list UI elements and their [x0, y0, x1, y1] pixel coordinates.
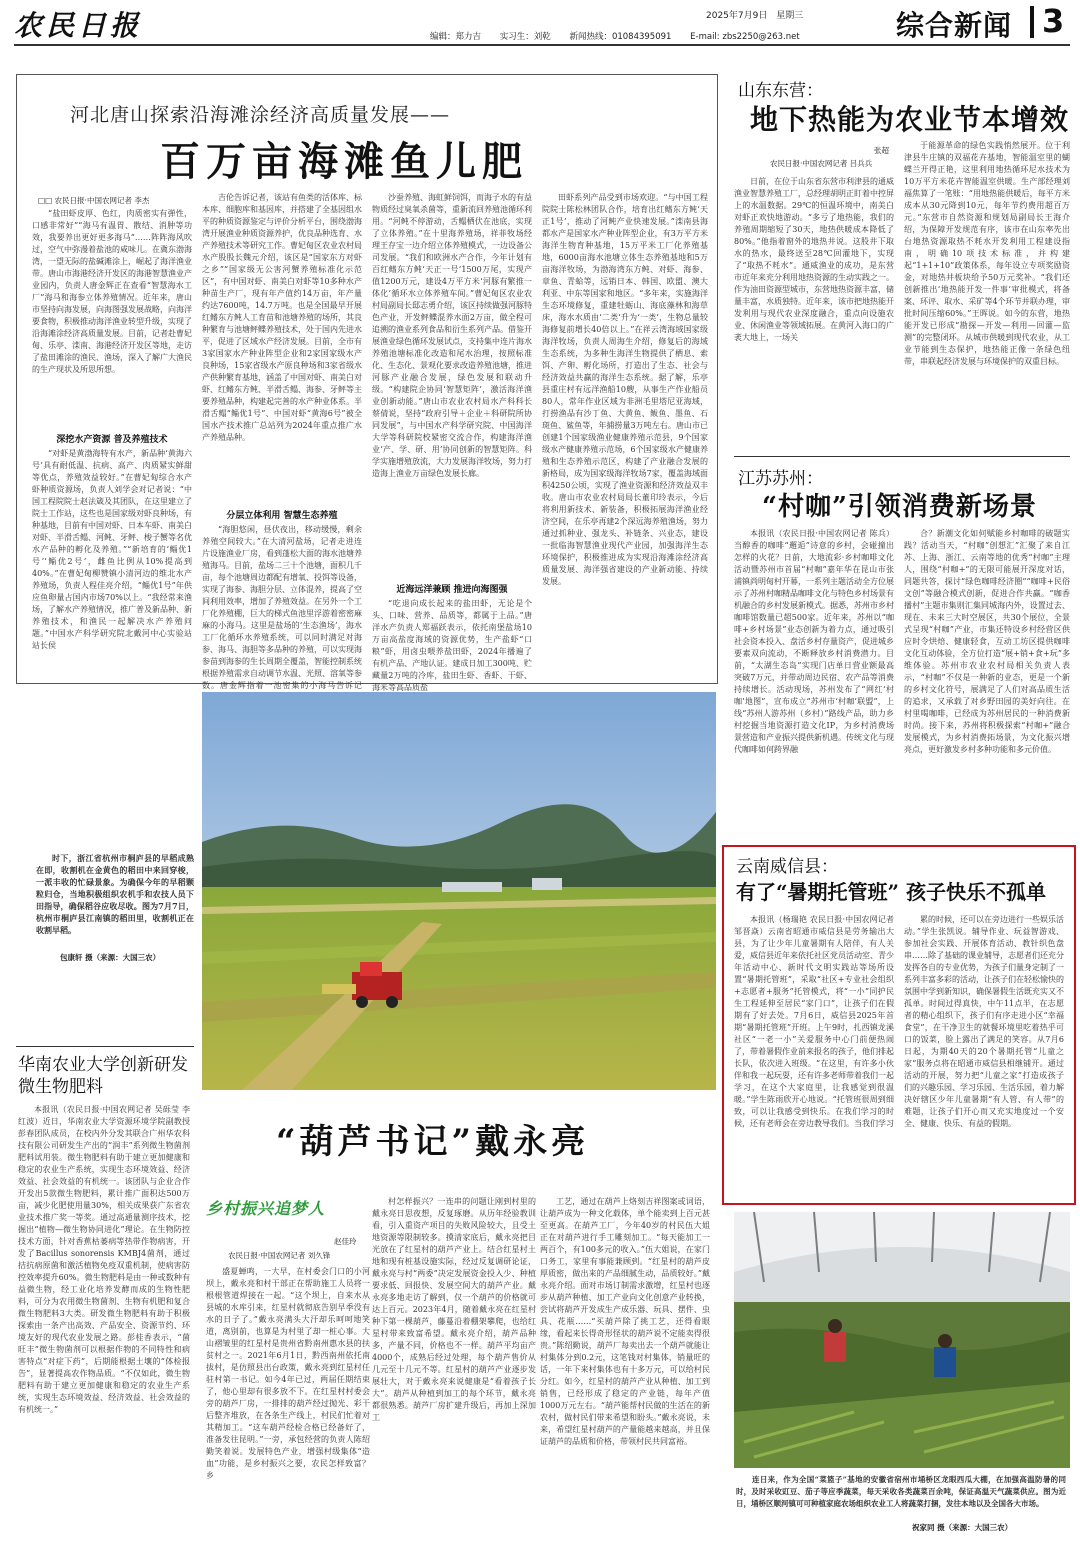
lead-col2-subhead: 分层立体利用 智慧生态养殖	[226, 511, 338, 521]
lead-kicker: 河北唐山探索沿海滩涂经济高质量发展——	[70, 104, 451, 126]
sd-divider	[734, 456, 1070, 457]
email: E-mail: zbs2250@263.net	[690, 32, 800, 42]
lead-col2: 吉伦告诉记者，该站有鱼类的活体库、标本库、细胞库和基因库，并搭建了全基因组水平的种质资源鉴定与评价分析平台，围绕渤海湾开展渔业种质资源养护，优良品种选育、水产养殖技术等研究工作。曹妃甸区农业农村局水产股股长魏元介绍，该区是“国家东方对虾之乡”“国家级无公害河蟹养殖标准化示范区”，有中国对虾、南美白对虾等10多种水产种苗生产厂，现有年产值约14万亩，年产量约达7600吨，14.7万吨。也是全国最早开展红鳍东方鲀人工育苗和池塘养殖的场所，其良种繁育与池塘鲆鲽养殖技术，处于国内先进水平，促进了区域水产经济发展。目前，全市有3家国家水产种业阵型企业和2家国家级水产良种场，15家省级水产原良种场和3家省级水产供种繁育基地，涵盖了中国对虾、南美白对虾、红鳍东方鲀、半滑舌鳎、海参、牙鲆等主要养殖品种，构建起完善的水产种业体系。半滑舌鳎“鲻优1号”、中国对虾“黄海6号”被全国水产技术推广总站列为2024年重点推广水产养殖品种。	[202, 193, 362, 442]
section-divider	[1030, 6, 1034, 38]
dai-byline-top: 赵佳玲	[334, 1237, 357, 1246]
yn-kicker: 云南威信县：	[736, 857, 838, 877]
date-text: 2025年7月9日	[706, 11, 768, 21]
dai-col2: 村怎样振兴？一连串的问题让刚到村里的戴永亮日思夜想，反复琢磨。从历年经验教训看，引入重资产项目的失败风险较大，且受土地资源等限制较多。摸清家底后，戴永亮把目光放在了红星村的葫芦产业上。结合红星村土地和现有桩基设施实际，经过反复调研论证，戴永亮与村“两委”决定发展资金投入少、种植要求低、回报快、发展空间大的葫芦产业。戴永亮多地走访了解到，仅一个葫芦的价格就可达上百元。2023年4月，随着戴永亮在红星村种下第一棵葫芦，藤蔓沿着棚架攀爬，也给红星村带来致富希望。戴永亮介绍，葫芦品种多，产量不同，价格也不一样。葫芦平均亩产4000个，成熟后经过处理，每个葫芦售价从几元至十几元不等。红星村的葫芦产业逐步发展壮大，对于戴永亮来说健康是“看着孩子长大”。葫芦从种植到加工的每个环节，戴永亮都很熟悉。葫芦厂房扩建升级后，再加上深加工	[372, 1197, 536, 1422]
dai-title: “葫芦书记”戴永亮	[276, 1122, 590, 1162]
sz-kicker: 江苏苏州：	[738, 469, 823, 489]
lead-col3: 沙蚕养殖、海虹鲜饲饵，而海子水的有益物质经过臭氧杀菌等，重新流回养殖池循环利用。“河鲀不停游动，舌鳎栖伏在池底，实现了立体养殖。”在十里海养殖场，祥菲牧场经理王存宝一边介绍立体养殖模式，一边设备公司发展。“我们和欧洲水产合作，今年计划有百红鳍东方鲀‘天正一号’1500万尾，实现产值1200万元，建设4万平方米‘河豚有繁推一体化’循环水立体养殖车间。”曹妃甸区农业农村局副局长邸志勇介绍，该区持续做强河豚特色产业，开发鲆鲽混养水面2万亩，做全程可追溯的渔业系列食品和衍生系列产品。借鉴开展渔业绿色循环发展试点，支持集中连片海水养殖池塘标准化改造和尾水治理，按照标准化、生态化、景观化要求改造养殖池塘，推进河豚产业融合发展，绿色发展和联动升级。“构建院企协同‘智慧矩阵’，激活海洋渔业创新动能。”唐山市农业农村局水产科科长蔡倩说，坚持“政府引导＋企业＋科研院所协同发展”，与中国水产科学研究院、中国海洋大学等科研院校紧密交流合作，构建海洋渔业‘产、学、研、用’协同创新的智慧矩阵。科学实施增殖放流，大力发展海洋牧场，努力打造海上渔业万亩绿色发展长廊。	[372, 193, 532, 478]
scau-col: 本报讯（农民日报·中国农网记者 吴砾莹 李红波）近日，华南农业大学资源环境学院副教授彭春团队成员，在校内外分发其联合广州华农科技有限公司研发生产出的“润丰”系列微生物菌剂肥料试用装。微生物肥料有助于建立更加健康和稳定的农业生产系统，实现生态环境效益、经济效益、社会效益的有机统一。该团队与企业合作开发出5款微生物肥料，累计推广面积达500万亩，减少化肥使用量30%，相关成果获广东省农业技术推广奖一等奖。通过高通量测序技术，挖掘出“植物—微生物协同进化”理论。在生物防控技术方面，针对香蕉枯萎病等热带作物病害，开发了Bacillus sonorensis KMBJ4菌剂，通过拮抗病原菌和激活植物免疫双重机制，使病害防控效率提升60%。微生物肥料是由一种或数种有益微生物，经工业化培养发酵而成的生物性肥料，可分为农用微生物菌剂、生物有机肥和复合微生物肥料3大类。研发微生物肥料有助于积极探索由一条产出高效、产品安全、资源节约、环境友好的现代农业发展之路。彭桂香表示，“菌旺丰”微生物菌剂可以根据作物的不同特性和病害特点“对症下药”，后期能根据土壤的“体检报告”，显著提高农作物品质。“不仅如此，微生物肥料有助于建立更加健康和稳定的农业生产系统，实现生态环境效益、经济效益、社会效益的有机统一。”	[18, 1105, 190, 1414]
lead-byline: □□ 农民日报·中国农网记者 李杰	[38, 196, 150, 205]
rice-field-image	[202, 692, 716, 1090]
lead-col3-subhead: 近海远洋兼顾 推进向海图强	[396, 585, 508, 595]
rural-dream-logo: 乡村振兴追梦人	[206, 1199, 326, 1218]
masthead	[0, 0, 1080, 50]
sd-byline-top: 张超	[874, 146, 889, 155]
page-number: 3	[1042, 2, 1065, 40]
greenhouse-photo	[734, 1212, 1070, 1468]
lead-col4: 田虾系列产品受到市场欢迎。“与中国工程院院士陈松林团队合作，培育出红鳍东方鲀‘天正1号’，推动了河鲀产业快速发展。”滦南县海都水产是国家水产种业阵型企业，有3万平方米海洋生物育种基地，15万平米工厂化养殖基地，6000亩海水池塘立体生态养殖基地和5万亩海洋牧场，为渤海湾东方鲀、对虾、海参、章鱼、青蛤等，远销日本、韩国、欧盟、澳大利亚、中东等国家和地区。“多年来，实施海洋生态环境修复，重建牡蛎山、海底藻林和海草床，海水水质由‘二类’升为‘一类’，生物总量较海修复前增长40倍以上。”在祥云湾海域国家级海洋牧场，负责人周海生介绍，修复后的海域生态系统，为多种生海洋生物提供了栖息、索饵、产卵、孵化场所，打造出了生态、社会与经济效益共赢的海洋生态系统。据了解，乐亭县重庄村有远洋渔船10艘，从事生产作业船员80人，常年作业区域为非洲毛里塔尼亚海域，打捞渔品有沙丁鱼、大黄鱼、鲅鱼、墨鱼、石斑鱼、鲨鱼等，年捕捞量3万吨左右。唐山市已创建1个国家级渔业健康养殖示范县，9个国家级水产健康养殖示范场，6个国家级水产健康养殖和生态养殖示范区，构建了产业融合发展的新格局，成为国家级海洋牧场7家，覆盖海域面积4250公顷，实现了渔业资源和经济效益双丰收。唐山市农业农村局局长董印玲表示，今后将利用新技术、新装备，积极拓展海洋渔业经济空间，在乐亭再建2个深远海养殖渔场，努力通过抓种业、强龙头、补链条、兴业态，建设一批临海智慧渔业现代产业园，加强海洋生态环境保护，积极推进成为实现沿海滩涂经济高质量发展、海洋强省建设的产业新动能、持续发展。	[542, 193, 708, 586]
lead-col1: “盐田虾皮厚、色红，肉质密实有弹性，口感非常好”“海马有温胃、散结、消肿等功效，我要养出更好更多海马”……阵阵海风吹过，空气中弥漫着盐池的咸味儿。在冀东渤海湾，一望无际的盐碱滩涂上，崛起了海洋渔业带。唐山市海港经济开发区的海港智慧渔业产业园内，负责人唐金辉正在查看“智慧海水工厂”海马和海参立体养殖情况。近年来，唐山市坚持向海发展，向海图强发展战略，向海洋要食物，积极推动海洋渔业转型升级，实现了沿海滩涂经济高质量发展。目前，记者赴曹妃甸、乐亭、滦南、海港经济开发区等地，走访了盐田滩涂的渔民、渔场，深入了解广大渔民的生产现状及所思所想。	[32, 209, 192, 374]
sd-col1: 日前，在位于山东省东营市利津县的通威渔业智慧养殖工厂，总经理胡明正盯着中控屏上的水温数据。29℃的恒温环境中，南美白对虾正欢快地游动。“多亏了地热能，我们的养殖周期缩短了30天，地热供暖成本降低了80%。”他指着窗外的地热井说。这股井下取水的热水，最终送至28℃回灌地下，实现了“取热不耗水”。通威渔业的成功，是东营市近年来充分利用地热资源的生动实践之一。作为油田资源型城市，东营地热资源丰富，储量丰富，水质独特。近年来，该市把地热能开发利用与现代农业深度融合，重点向设施农业、休闲渔业等领域拓展。在黄河入海口的广袤大地上，一场关	[734, 177, 894, 342]
section-title: 综合新闻	[896, 9, 1013, 42]
greenhouse-image	[734, 1212, 1070, 1468]
lead-title: 百万亩海滩鱼儿肥	[160, 138, 528, 185]
lead-col3b: “吃退向成长起来的盐田虾，无论是个头、口味、营养、品质等，都属于上品。”唐洋水产负责人郑福跃表示，依托南堡盐场10万亩高盐度海域的资源优势，生产盐虾“口粮”虾，用卤虫喂养盐田虾，2024年播遍了有机产品、产地认证。建成日加工300吨、贮藏量2万吨的冷库，盐田生虾、香虾、干虾、海米等高品质盐	[372, 599, 532, 692]
yn-col2: 累的时候，还可以在旁边进行一些娱乐活动。”学生张凯说。辅导作业、玩益智游戏、参加社会实践、开展体育活动、教针织色盘串……除了基础的课业辅导，志愿者们还充分发挥各自的专业优势，为孩子们量身定制了一系列丰富多彩的活动，让孩子们在轻松愉快的氛围中学到新知识，确保暑假生活既充实又不孤单。时间过得真快，中午11点半，在志愿者的精心组织下，孩子们有序走进小区“幸福食堂”，在干净卫生的就餐环境里吃着热乎可口的饭菜，脸上露出了满足的笑容。从7月6日起，为期40天的20个暑期托管“儿童之家”服务点将在昭通市威信县相继铺开。通过活动的开展，努力把“儿童之家”打造成孩子们的兴趣乐园、学习乐园、生活乐园，着力解决好辖区少年儿童暑期“有人管、有人带”的难题，让孩子们开心而又充实地度过一个安全、健康、快乐、有益的假期。	[904, 915, 1064, 1128]
lead-col1-subhead: 深挖水产资源 普及养殖技术	[56, 435, 168, 445]
dai-col1: 盛夏蝉鸣，一大早，在村委会门口的小河坝上，戴永亮和村干部正在帮助施工人员将一根根管道焊接在一起。“这个坝上，自来水从县城的水库引来，红星村就彻底告别早季没有水的日子了。”戴永亮满头大汗却乐呵呵地笑道，离别前，也算是为村里了却一桩心事。大山褶皱里的红星村是贵州省黔南州惠水县的扶贫村之一。2021年6月1日，黔西南州依托南拔村，是仿照县出台政策，戴永亮到红星村任驻村第一书记。如今4年已过，两届任期结束了，他心里却有很多放不下。在红星村村委会旁的葫芦厂房，一排排的葫芦经过抛光、彩干后整齐堆放，在各条生产线上，村民们忙着对其精加工。“这车葫芦经检合格已经备好了，准备发往昆明。”一旁，承包经营的负责人陈绍勤笑着说。发展特色产业，增强村级集体“造血”功能，是乡村振兴之要，农民怎样致富？乡	[206, 1267, 370, 1480]
paper-name: 农民日报	[14, 9, 143, 42]
sz-title: “村咖”引领消费新场景	[762, 492, 1037, 522]
yn-title: 有了“暑期托管班” 孩子快乐不孤单	[736, 880, 1046, 904]
greenhouse-credit: 祝家同 摄（来源：大国三农）	[912, 1523, 1013, 1532]
rice-field-photo	[202, 692, 716, 1090]
scau-rule	[16, 1046, 194, 1047]
sz-col2: 合？新潮文化如何赋能乡村咖啡的破题实践？活动当天，“村咖”创想汇”汇聚了来自江苏、上海、浙江、云南等地的优秀“村咖”主理人，围绕“村咖+”的无限可能展开深度对话，同题共答，探讨“绿色咖啡经济圈”“咖啡+民俗文创”等融合模式创新，促进合作共赢。“咖香播村”主题市集则汇集同城海内外，设置过去、现在、未来三大时空展区，共30个展位，全景式呈现“村咖”产业，市集还特设乡村经营区供应时令烘焙、健康轻食，互动工坊区提供咖啡文化互动体验，全方位打造“展+销+食+玩”多维体验。苏州市农业农村局相关负责人表示，“村咖”不仅是一种新的业态，更是一个新的乡村文化符号，展满足了人们对高品质生活的追求，又承载了对乡野田园的美好向往。在村里喝咖啡，已经成为苏州居民的一种消费新时尚。接下来，苏州将积极探索“村咖+”融合发展模式，为乡村消费拓场景，为文化振兴增亮点，更好激发乡村多种功能和多元价值。	[904, 529, 1070, 754]
sd-title: 地下热能为农业节本增效	[750, 103, 1070, 136]
greenhouse-caption: 连日来，作为全国“菜篮子”基地的安徽省宿州市埇桥区龙眼西瓜大棚，在加强高温防暑的同时，及时采收豇豆、茄子等应季蔬菜，每天采收各类蔬菜百余吨，保证高温天气蔬菜供应。图为近日，埇桥区顺河镇可可种植家庭农场组织农业工人将蔬菜打捆，发往本地以及全国各大市场。	[736, 1475, 1066, 1508]
rice-caption: 时下，浙江省杭州市桐庐县的早稻成熟在即，收割机在金黄色的稻田中来回穿梭，一派丰收的忙碌景象。为确保今年的早稻颗粒归仓，当地积极组织农机手和农技人员下田指导，确保稻谷应收尽收。图为7月7日，杭州市桐庐县江南镇的稻田里，收割机正在收割早稻。	[36, 853, 194, 935]
sz-col1: 本报讯（农民日报·中国农网记者 陈兵）当醇香的咖啡“邂逅”诗意的乡村，会碰撞出怎样的火花？日前，大地流彩·乡村咖啡文化活动暨苏州市首届“村咖”嘉年华在昆山市张浦镇尚明甸村开幕，一系列主题活动全方位展示了苏州村咖精品咖啡文化与特色乡村场景有机融合的乡村发展新模式。据悉，苏州市乡村咖啡馆数量已超500家。近年来，苏州以“咖啡+乡村场景”业态创新为着力点，通过吸引社会资本投入、盘活乡村存量资产，促进城乡要素双向流动，不断释放乡村消费潜力。目前，“太湖生态岛”实现门店单日营业额最高突破7万元，并带动周边民宿、农产品等消费持续增长。活动现场，苏州发布了“网红‘村咖’地图”，宣布成立“苏州市‘村咖’联盟”，上线“苏州人游苏州（乡村）”路线产品，助力乡村挖掘当地资源打造文化IP，为乡村消费场景营造和产业振兴提供新机遇。传统文化与现代咖啡如何跨界融	[734, 529, 894, 754]
dai-byline: 农民日报·中国农网记者 刘久锋	[228, 1251, 331, 1260]
editor-name: 编辑：郑力吉	[430, 32, 482, 42]
lead-col1b: “对虾是黄渤海特有水产，新品种‘黄海六号’具有耐低温、抗病、高产、肉质紧实鲜甜等优点，养殖效益较好。”在曹妃甸综合水产虾种质资源场，负责人刘学会对记者说：“中国工程院院士赵法箴及其团队，在这里建立了院士工作站，这些也是国家级对虾良种场，有种基地，目前有中国对虾、日本车虾、南美白对虾、半滑舌鳎、河鲀、牙鲆、梭子蟹等名优水产品种的孵化及养殖。”“新培育的‘鲻优1号’‘鲻优2号’，雌鱼比例从10%提高到40%。”在曹妃甸柳赞镇小清河边的维北水产养殖场，负责人程佳亮介绍，“鲻优1号”年供应鱼卵量占国内市场70%以上。“我经常来渔场，了解水产养殖情况，推广普及新品种、新养殖技术，和渔民一起解决水产养殖问题。”中国水产科学研究院北戴河中心实验站站长侯	[32, 449, 192, 650]
rice-credit: 包康轩 摄（来源：大国三农）	[60, 953, 161, 962]
yn-col1: 本报讯（杨瑞艳 农民日报·中国农网记者 邹晋焱）云南省昭通市威信县是劳务输出大县，为了让少年儿童暑期有人陪伴，有人关爱，威信县近年来依托社区党员活动室、青少年活动中心、新时代文明实践站等场所设置“暑期托管班”，采取“社区+专业社会组织+志愿者+服务”托管模式，将“一小”同护民生工程延伸至居民“家门口”，让孩子们在假期有了好去处。7月6日，威信县2025年首期“暑期托管班”开班。上午9时，扎西镇龙溪社区“一老一小”关爱服务中心门前便热闹了，带着暑假作业前来报名的孩子，他们排起长队，依次进入班级。“在这里，有许多小伙伴和我一起玩耍，还有许多老师带着我们一起学习，在这个大家庭里，让我感觉到很温暖。”学生陈雨欣开心地说。“托管班很周到细致，可以让我感受到快乐。在我们学习的时候，还有老师会在旁边教导我们。当我们学习	[734, 915, 894, 1128]
lead-col2b: “海胆悠闲，昼伏夜出，移动缓慢，剩余养殖空间较大。”在大清河盐场，记者走进连片设施渔业厂房，看到蓬松大面的海水池塘养殖海马。目前，盐场二三十个池塘，面积几千亩，每个池塘周边都配有增氧、投饵等设备，实现了海参、海胆分层、立体混养，提高了空间利用效率，增加了养殖效益。在另外一个工厂化养殖棚，巨大的梯式鱼池里浮游着密密麻麻的小海马。这里是盐场的‘生态渔场’，海水工厂化循环水养殖系统，可以同时满足对海参、海马、海胆等多品种的养殖，可以实现海参苗到海参的生长周期全覆盖，智能控制系统根据养殖需求自动调节水温、光照、溶氧等参数。唐金辉指着一池密集的小海马告诉记	[202, 525, 362, 690]
sd-kicker: 山东东营：	[738, 81, 823, 101]
masthead-rule	[14, 44, 1070, 46]
scau-title: 华南农业大学创新研发微生物肥料	[18, 1055, 188, 1097]
issue-date	[706, 8, 803, 21]
sd-col2: 于能源革命的绿色实践悄然展开。位于利津县牛庄镇的双福花卉基地，智能温室里的蝴蝶兰开得正艳，这里利用地热循环尼水技术为10万平方米花卉智能温室供暖。生产部经理刘福焦算了一笔账：“用地热能供暖后，每平方米成本从30元降到10元，每年节约费用超百万元。”东营市自然资源和规划局副局长王海介绍，为保障开发规范有序，该市在山东率先出台地热资源取热不耗水开发利用工程建设指南，明确10项技术标准，并构建起“1+1+10”政策体系，每年设立专项奖励资金，对地热井板块给予50万元奖补。“我们还创新推出‘地热能开发一件事’审批模式，将备案、环评、取水、采矿等4个环节并联办理，审批时间压缩60%。”王晖说。如今的东营，地热能开发已形成“勘探—开发—利用—回灌—监测”的完整闭环。从城市供暖到现代农业，从工业节能到生态保护，地热能正像一条绿色纽带，串联起经济发展与环境保护的双重目标。	[904, 141, 1070, 366]
editor-line	[430, 30, 800, 42]
hotline: 新闻热线：01084395091	[569, 32, 672, 42]
weekday-text: 星期三	[776, 11, 804, 21]
dai-col3: 工艺，通过在葫芦上烙刻吉祥图案或词语，让葫芦成为一种文化载体，单个能卖到上百元甚至更高。在葫芦工厂，今年40岁的村民伍大姐正在对葫芦进行手工雕刻加工。“每天能加工一两百个，有100多元的收入。”伍大姐说，在家门口务工，家里有事能兼顾到。“红星村的葫芦皮厚质密，做出来的产品细腻生动，品质较好。”戴永亮介绍。面对市场订制需求激增，红星村也逐步从葫芦种植、加工产业向文化创意产业转换，尝试将葫芦开发成生产成乐器、玩具、摆件、虫具、花瓶……“买葫芦除了挑工艺，还得看眼缘，看起来长得奇形怪状的葫芦说不定能卖得很贵。”陈绍勤说，葫芦厂每卖出去一个葫芦就能让村集体分到0.2元，这笔钱对村集体，销量旺的话，一年下来村集体也有十多万元，可以给村民分红。如今，红星村的葫芦产业从种植、加工到销售，已经形成了稳定的产业链，每年产值1000万元左右。“葫芦能帮村民做的生活在的新农村，做村民们带来希望和盼头。”戴永亮说，未来，希望红星村葫芦的产量能越来越高，并且保证葫芦的品质和价格，带领村民共同富裕。	[540, 1197, 710, 1446]
intern-name: 实习生：刘乾	[499, 32, 551, 42]
sd-byline: 农民日报·中国农网记者 吕兵兵	[770, 159, 873, 168]
